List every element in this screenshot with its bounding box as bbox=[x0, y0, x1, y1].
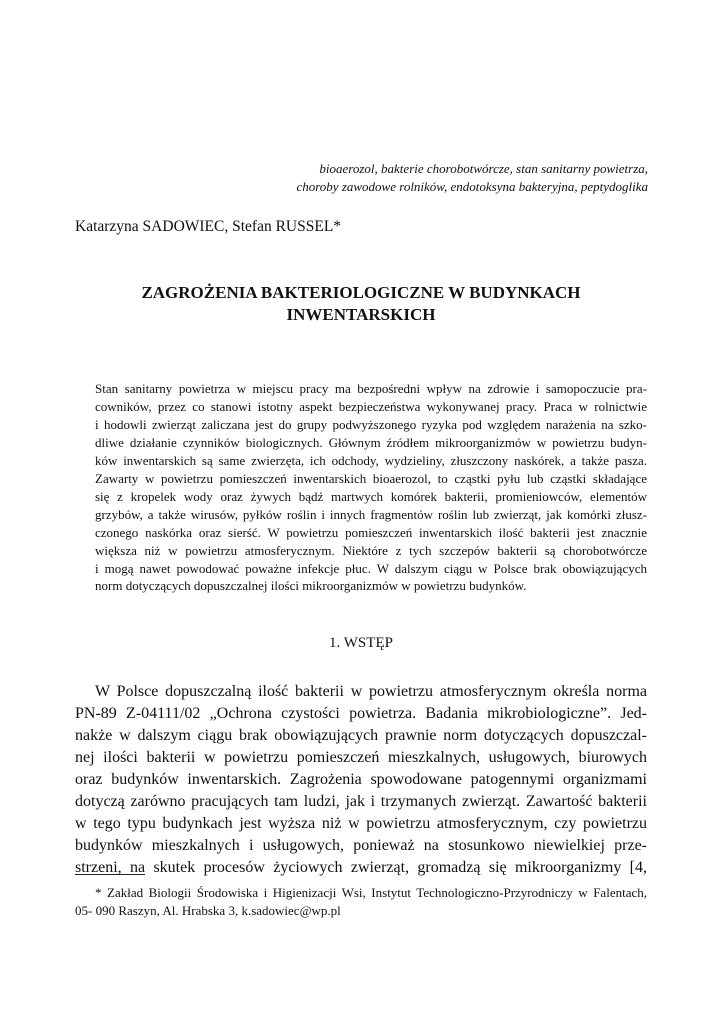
body-line: dotyczą zarówno pracujących tam ludzi, jak i trzymanych zwierząt. Zawartość bakterii bbox=[75, 793, 647, 810]
body-line: w tego typu budynkach jest wyższa niż w powietrzu atmosferycznym, czy powietrzu bbox=[75, 815, 647, 832]
title-line-2: INWENTARSKICH bbox=[286, 305, 436, 324]
authors: Katarzyna SADOWIEC, Stefan RUSSEL* bbox=[75, 218, 342, 235]
abstract-line: większa niż w powietrzu atmosferycznym. Niektóre z tych szczepów bakterii są chorobotwórcze bbox=[95, 542, 647, 558]
abstract-line: Stan sanitarny powietrza w miejscu pracy ma bezpośredni wpływ na zdrowie i samopoczucie pra- bbox=[95, 381, 647, 396]
body-line: oraz budynków inwentarskich. Zagrożenia spowodowane patogennymi organizmami bbox=[75, 771, 647, 788]
body-line: strzeni, na skutek procesów życiowych zwierząt, gromadzą się mikroorganizmy [4, bbox=[75, 859, 647, 876]
paper-title bbox=[75, 282, 647, 326]
keywords bbox=[200, 160, 648, 196]
body-line: W Polsce dopuszczalną ilość bakterii w powietrzu atmosferycznym określa norma bbox=[95, 683, 647, 700]
abstract-line: i hodowli zwierząt zaliczana jest do grupy podwyższonego ryzyka pod względem narażenia na szko- bbox=[95, 416, 647, 432]
body-line: PN-89 Z-04111/02 „Ochrona czystości powietrza. Badania mikrobiologiczne”. Jed- bbox=[75, 705, 647, 722]
body-line: budynków mieszkalnych i usługowych, ponieważ na stosunkowo niewielkiej prze- bbox=[75, 837, 647, 854]
footnote-separator bbox=[75, 874, 145, 875]
keywords-line-1: bioaerozol, bakterie chorobotwórcze, stan sanitarny powietrza, bbox=[319, 161, 648, 176]
abstract-line: czonego naskórka oraz sierść. W powietrzu pomieszczeń inwentarskich ilość bakterii jest znacznie bbox=[95, 524, 647, 540]
abstract-line: norm dotyczących dopuszczalnej ilości mikroorganizmów w powietrzu budynków. bbox=[95, 578, 527, 594]
abstract-line: ków inwentarskich są same zwierzęta, ich odchody, wydzieliny, złuszczony naskórek, a także pasza. bbox=[95, 452, 647, 468]
keywords-line-2: choroby zawodowe rolników, endotoksyna bakteryjna, peptydoglika bbox=[296, 179, 648, 194]
footnote-line-1: * Zakład Biologii Środowiska i Higienizacji Wsi, Instytut Technologiczno-Przyrodniczy w Falentach, bbox=[95, 885, 647, 900]
abstract-line: Zawarty w powietrzu pomieszczeń inwentarskich bioaerozol, to cząstki pyłu lub cząstki składające bbox=[95, 470, 647, 486]
title-line-1: ZAGROŻENIA BAKTERIOLOGICZNE W BUDYNKACH bbox=[141, 283, 581, 302]
body-line: nakże w dalszym ciągu brak obowiązujących prawnie norm dotyczących dopuszczal- bbox=[75, 727, 647, 744]
footnote bbox=[75, 884, 647, 920]
abstract-line: i mogą nawet powodować poważne infekcje płuc. W dalszym ciągu w Polsce brak obowiązujących bbox=[95, 560, 647, 576]
abstract bbox=[95, 380, 647, 595]
abstract-line: cowników, przez co stanowi istotny aspekt bezpieczeństwa wykonywanej pracy. Praca w rolnictwie bbox=[95, 398, 647, 414]
footnote-line-2: 05- 090 Raszyn, Al. Hrabska 3, k.sadowiec@wp.pl bbox=[75, 903, 341, 918]
abstract-line: się z kropelek wody oraz żywych bądź martwych komórek bakterii, promieniowców, elementów bbox=[95, 488, 647, 504]
body-line: nej ilości bakterii w powietrzu pomieszczeń mieszkalnych, usługowych, biurowych bbox=[75, 749, 647, 766]
section-heading: 1. WSTĘP bbox=[329, 635, 393, 651]
section-body bbox=[75, 681, 647, 879]
abstract-line: dliwe działanie czynników biologicznych. Głównym źródłem mikroorganizmów w powietrzu budyn- bbox=[95, 434, 647, 450]
abstract-line: grzybów, a także wirusów, pyłków roślin i innych fragmentów roślin lub zwierząt, jak komórki złusz- bbox=[95, 506, 647, 522]
